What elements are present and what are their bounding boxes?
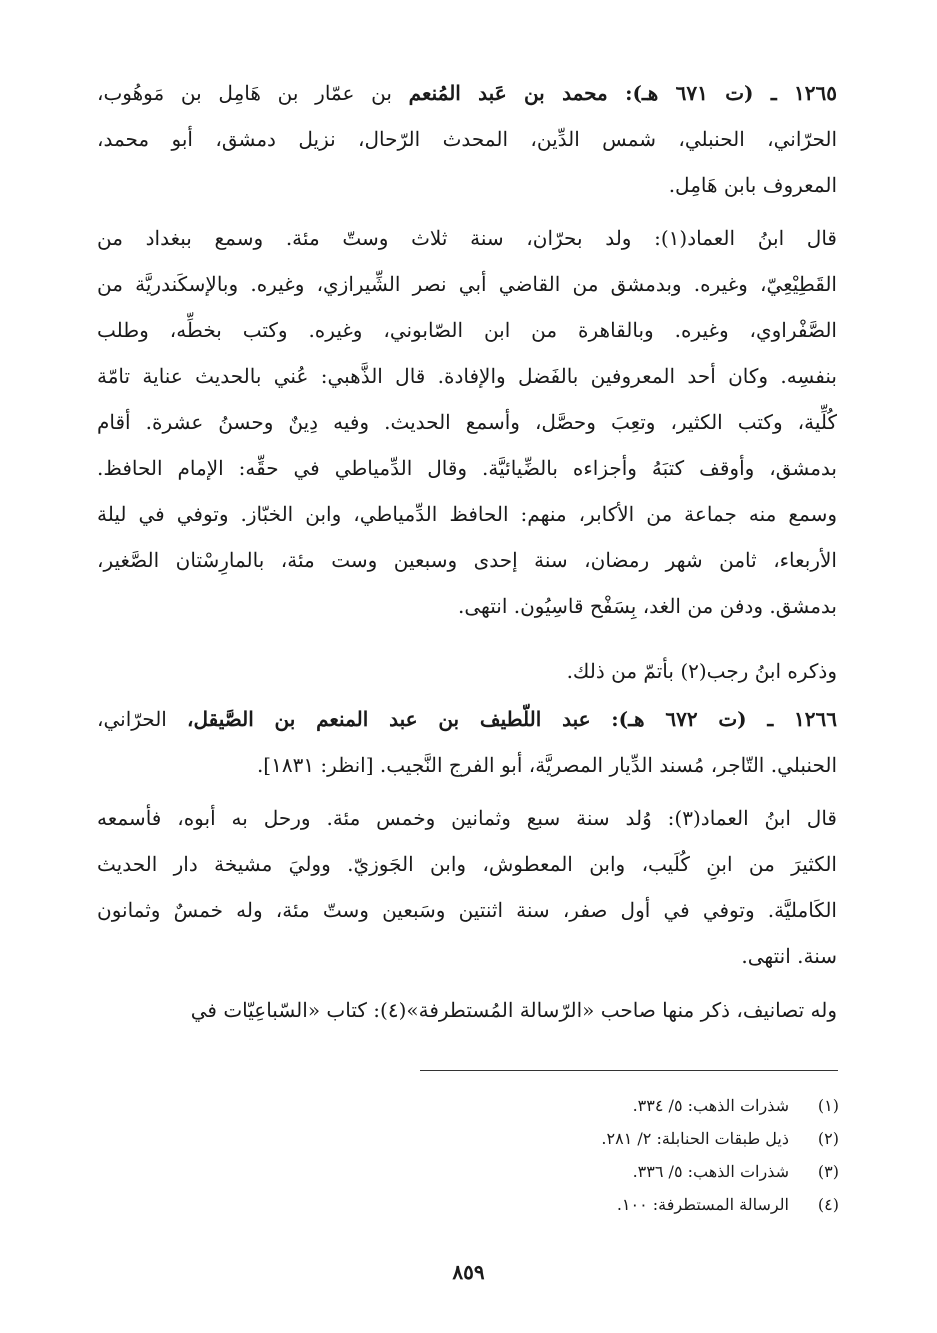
line-text: قال ابنُ العماد(٣): وُلد سنة سبع وثمانين وخمس مئة. ورحل به أبوه، فأسمعه (97, 806, 837, 830)
text-line (97, 583, 837, 629)
footnote-number: (٢) (817, 1129, 839, 1148)
footnote (339, 1090, 839, 1122)
text-line (97, 70, 837, 116)
paragraph (97, 696, 837, 788)
line-text: وذكره ابنُ رجب(٢) بأتمّ من ذلك. (566, 659, 837, 683)
line-text: القَطِيْعِيّ، وغيره. وبدمشق من القاضي أبي نصر الشِّيرازي، وغيره. وبالإسكَندريَّة من (97, 272, 837, 296)
footnote-text: شذرات الذهب: ٥/ ٣٣٦. (632, 1162, 789, 1181)
paragraph (97, 648, 837, 694)
paragraph (97, 795, 837, 979)
line-text: قال ابنُ العماد(١): ولد بحرّان، سنة ثلاث وستّ مئة. وسمع ببغداد من (97, 226, 837, 250)
line-text: الحرّاني، الحنبلي، شمس الدِّين، المحدث الرّحال، نزيل دمشق، أبو محمد، (97, 127, 837, 151)
line-text: الأربعاء، ثامن شهر رمضان، سنة إحدى وسبعين وست مئة، بالمارِسْتان الصَّغير، (97, 548, 837, 572)
text-line (97, 987, 837, 1033)
text-line (97, 887, 837, 933)
line-text: بدمشق. ودفن من الغد، بِسَفْح قاسِيُون. انتهى. (457, 594, 837, 618)
text-line (97, 215, 837, 261)
footnote-separator (420, 1070, 838, 1071)
text-line (97, 353, 837, 399)
text-line (97, 742, 837, 788)
line-text: وله تصانيف، ذكر منها صاحب «الرّسالة المُستطرفة»(٤): كتاب «السّباعِيّات في (190, 998, 837, 1022)
line-text: الصَّفْراوي، وغيره. وبالقاهرة من ابن الصّابوني، وغيره. وكتب بخطِّه، وطلب (97, 318, 837, 342)
line-text: الكَامليَّة. وتوفي في أول صفر، سنة اثنتين وسَبعين وستّ مئة، وله خمسٌ وثمانون (97, 898, 837, 922)
text-line (97, 933, 837, 979)
footnote-text: الرسالة المستطرفة: ١٠٠. (616, 1195, 789, 1214)
footnote-text: شذرات الذهب: ٥/ ٣٣٤. (632, 1096, 789, 1115)
paragraph (97, 987, 837, 1033)
text-line (97, 116, 837, 162)
text-line (97, 445, 837, 491)
text-line (97, 491, 837, 537)
footnote-number: (٤) (817, 1195, 839, 1214)
entry-heading: ١٢٦٦ ـ (ت ٦٧٢ هـ): عبد اللّطيف بن عبد المنعم بن الصَّيقل، (187, 707, 837, 731)
page-number: ٨٥٩ (452, 1260, 485, 1284)
footnote-number: (١) (817, 1096, 839, 1115)
text-line (97, 648, 837, 694)
line-text: وسمع منه جماعة من الأكابر، منهم: الحافظ الدِّمياطي، وابن الخبّاز. وتوفي في ليلة (97, 502, 837, 526)
line-text: بدمشق، وأوقف كتبَهُ وأجزاءه بالضِّيائيَّة. وقال الدِّمياطي في حقِّه: الإمام الحافظ. (97, 456, 837, 480)
text-line (97, 795, 837, 841)
entry-heading-rest: بن عمّار بن هَامِل بن مَوهُوب، (97, 81, 409, 105)
footnote-text: ذيل طبقات الحنابلة: ٢/ ٢٨١. (601, 1129, 789, 1148)
text-line (97, 307, 837, 353)
text-line (97, 261, 837, 307)
text-line (97, 162, 837, 208)
paragraph (97, 215, 837, 629)
text-line (97, 696, 837, 742)
line-text: بنفسِه. وكان أحد المعروفين بالفَضل والإفادة. قال الذَّهبي: عُني بالحديث عناية تامّة (97, 364, 837, 388)
footnote-number: (٣) (817, 1162, 839, 1181)
text-line (97, 841, 837, 887)
line-text: الحنبلي. التّاجر، مُسند الدِّيار المصريَّة، أبو الفرج النَّجيب. [انظر: ١٨٣١]. (256, 753, 837, 777)
footnote (339, 1156, 839, 1188)
footnote (339, 1123, 839, 1155)
line-text: كُلِّية، وكتب الكثير، وتعِبَ وحصَّل، وأسمع الحديث. وفيه دِينٌ وحسنُ عشرة. أقام (97, 410, 837, 434)
text-line (97, 537, 837, 583)
entry-heading-rest: الحرّاني، (97, 707, 188, 731)
footnote (339, 1189, 839, 1221)
paragraph (97, 70, 837, 208)
text-line (97, 399, 837, 445)
line-text: الكثيرَ من ابنِ كُلَيب، وابن المعطوش، وابن الجَوزيّ. ووليَ مشيخة دار الحديث (97, 852, 837, 876)
line-text: سنة. انتهى. (741, 944, 837, 968)
entry-heading: ١٢٦٥ ـ (ت ٦٧١ هـ): محمد بن عَبد المُنعم (408, 81, 837, 105)
line-text: المعروف بابن هَامِل. (668, 173, 837, 197)
